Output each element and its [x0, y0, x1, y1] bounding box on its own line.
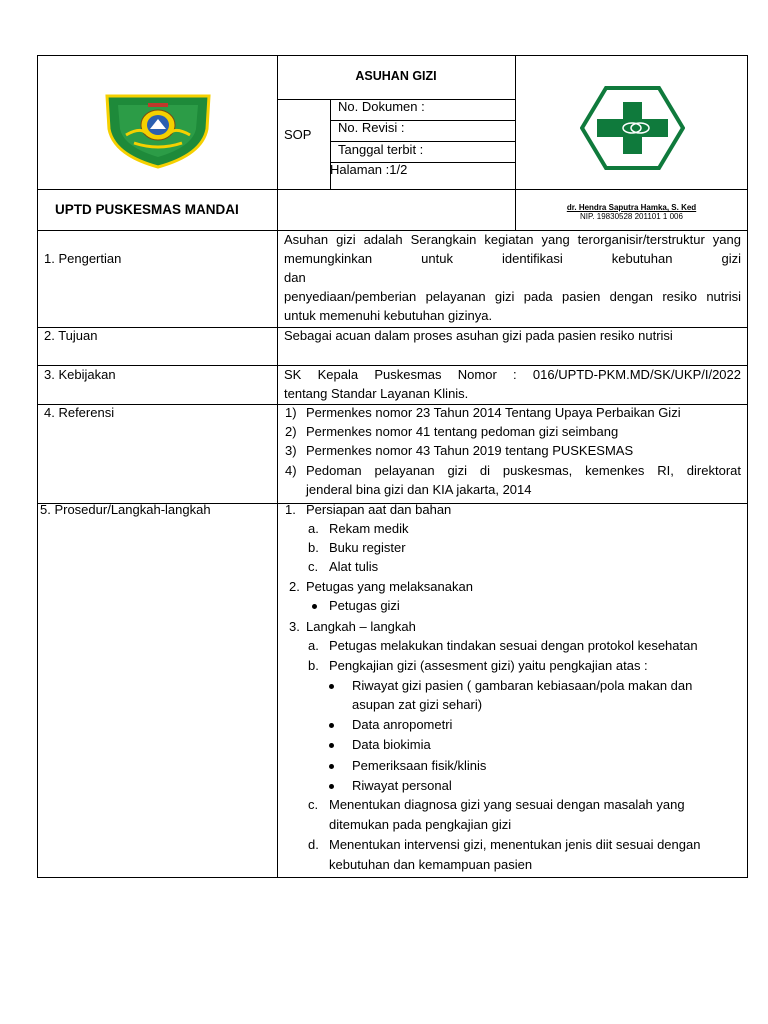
text-line: Asuhan gizi adalah Serangkain kegiatan yang terorganisir/terstruktur yang	[284, 232, 741, 247]
list-marker: a.	[308, 521, 319, 536]
text-line: penyediaan/pemberian pelayanan gizi pada pasien dengan resiko nutrisi	[284, 289, 741, 304]
step-title: Petugas yang melaksanakan	[306, 579, 473, 594]
doc-field-revision: No. Revisi :	[338, 120, 405, 135]
signatory-name: dr. Hendra Saputra Hamka, S. Ked	[566, 203, 697, 212]
reference-number: 3)	[285, 443, 297, 458]
pengertian-text	[284, 230, 741, 325]
text-line: tentang Standar Layanan Klinis.	[284, 386, 469, 401]
list-item: Alat tulis	[329, 559, 379, 574]
text-line: memungkinkan untuk identifikasi kebutuhan gizi dan	[284, 251, 741, 285]
text-line: untuk memenuhi kebutuhan gizinya.	[284, 308, 493, 323]
section-label-tujuan: 2. Tujuan	[44, 328, 98, 343]
section-label-pengertian: 1. Pengertian	[44, 251, 122, 266]
regional-emblem-logo	[104, 93, 212, 169]
bullet-icon	[329, 764, 334, 769]
list-item: Petugas gizi	[329, 598, 400, 613]
organization-name: UPTD PUSKESMAS MANDAI	[55, 202, 239, 217]
list-item: Data anropometri	[352, 717, 453, 732]
section-label-prosedur: 5. Prosedur/Langkah-langkah	[40, 502, 211, 517]
doc-field-number: No. Dokumen :	[338, 99, 425, 114]
list-item-continuation: asupan zat gizi sehari)	[352, 697, 483, 712]
bullet-icon	[329, 743, 334, 748]
list-item: Riwayat gizi pasien ( gambaran kebiasaan/pola makan dan	[352, 678, 693, 693]
reference-number: 4)	[285, 463, 297, 478]
list-marker: c.	[308, 559, 319, 574]
doc-field-issue-date: Tanggal terbit :	[338, 142, 424, 157]
text-line: SK Kepala Puskesmas Nomor : 016/UPTD-PKM.MD/SK/UKP/I/2022	[284, 367, 741, 382]
step-number: 2.	[289, 579, 300, 594]
reference-number: 1)	[285, 405, 297, 420]
list-marker: d.	[308, 837, 319, 852]
doc-field-page: Halaman :1/2	[330, 162, 408, 177]
list-item-continuation: ditemukan pada pengkajian gizi	[329, 817, 512, 832]
list-item: Pengkajian gizi (assesment gizi) yaitu pengkajian atas :	[329, 658, 648, 673]
reference-number: 2)	[285, 424, 297, 439]
bullet-icon	[329, 784, 334, 789]
sop-label: SOP	[284, 127, 312, 142]
list-item: Menentukan diagnosa gizi yang sesuai dengan masalah yang	[329, 797, 685, 812]
list-item: Buku register	[329, 540, 406, 555]
step-title: Langkah – langkah	[306, 619, 416, 634]
list-marker: c.	[308, 797, 319, 812]
bullet-icon	[312, 604, 317, 609]
document-title: ASUHAN GIZI	[355, 69, 437, 83]
text-line: jenderal bina gizi dan KIA jakarta, 2014	[306, 482, 532, 497]
bullet-icon	[329, 684, 334, 689]
tujuan-text: Sebagai acuan dalam proses asuhan gizi pada pasien resiko nutrisi	[284, 328, 673, 343]
puskesmas-logo	[580, 86, 685, 170]
list-marker: b.	[308, 540, 319, 555]
section-label-kebijakan: 3. Kebijakan	[44, 367, 116, 382]
reference-item	[306, 461, 741, 499]
reference-item: Permenkes nomor 41 tentang pedoman gizi seimbang	[306, 424, 619, 439]
reference-item: Permenkes nomor 43 Tahun 2019 tentang PUSKESMAS	[306, 443, 634, 458]
list-item: Petugas melakukan tindakan sesuai dengan protokol kesehatan	[329, 638, 698, 653]
step-number: 1.	[285, 502, 296, 517]
list-item: Pemeriksaan fisik/klinis	[352, 758, 487, 773]
list-marker: b.	[308, 658, 319, 673]
text-line: Pedoman pelayanan gizi di puskesmas, kemenkes RI, direktorat	[306, 463, 741, 478]
list-item: Rekam medik	[329, 521, 409, 536]
list-item: Data biokimia	[352, 737, 431, 752]
list-item-continuation: kebutuhan dan kemampuan pasien	[329, 857, 533, 872]
list-marker: a.	[308, 638, 319, 653]
reference-item: Permenkes nomor 23 Tahun 2014 Tentang Upaya Perbaikan Gizi	[306, 405, 681, 420]
kebijakan-text	[284, 365, 741, 403]
list-item: Menentukan intervensi gizi, menentukan jenis diit sesuai dengan	[329, 837, 701, 852]
signatory-nip: NIP. 19830528 201101 1 006	[580, 212, 683, 221]
step-title: Persiapan aat dan bahan	[306, 502, 452, 517]
section-label-referensi: 4. Referensi	[44, 405, 115, 420]
list-item: Riwayat personal	[352, 778, 452, 793]
bullet-icon	[329, 723, 334, 728]
step-number: 3.	[289, 619, 300, 634]
